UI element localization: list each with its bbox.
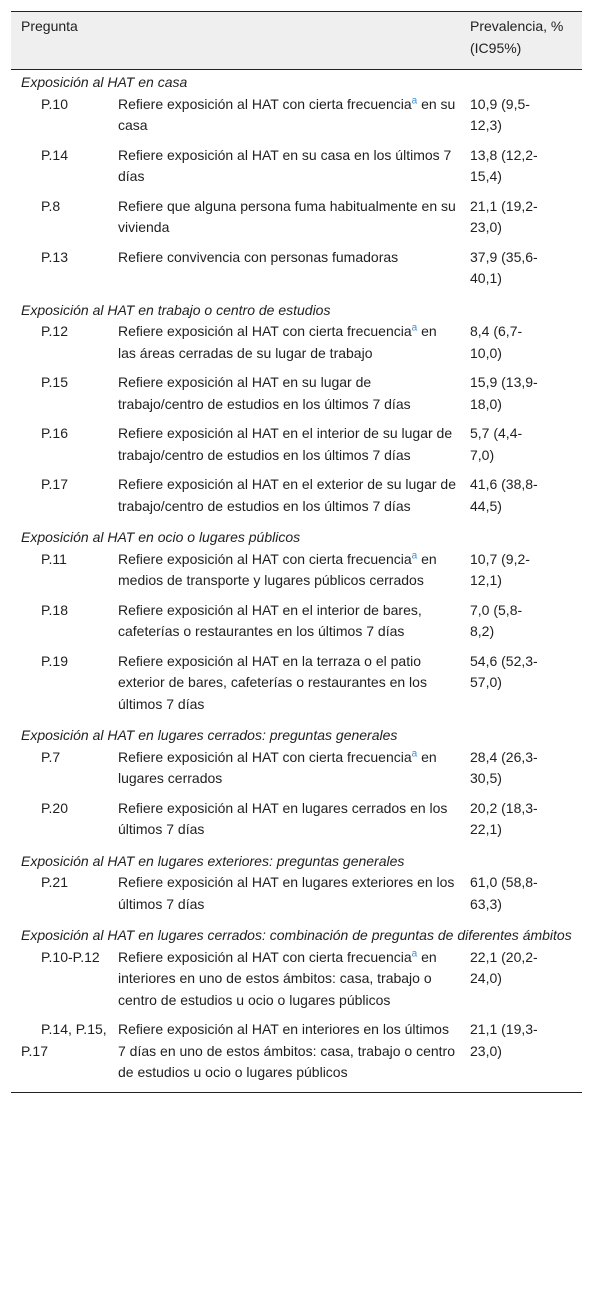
question-description <box>118 247 470 290</box>
question-description <box>118 321 470 364</box>
prevalence-table <box>11 11 582 1093</box>
question-description <box>118 600 470 643</box>
question-code: P.17 <box>41 476 68 492</box>
prevalence-value: 13,8 (12,2-15,4) <box>470 146 538 184</box>
header-prevalencia: Prevalencia, % (IC95%) <box>470 18 564 56</box>
prevalence-value: 10,7 (9,2-12,1) <box>470 550 530 588</box>
description-text-cont: en medios de transporte y lugares públicos cerrados <box>118 550 437 588</box>
description-text: Refiere exposición al HAT con cierta frecuencia <box>118 948 412 965</box>
prevalence-value: 22,1 (20,2-24,0) <box>470 948 538 986</box>
footnote-marker[interactable]: a <box>411 94 418 106</box>
question-code: P.7 <box>41 748 61 765</box>
question-code: P.8 <box>41 197 61 214</box>
question-code: P.10-P.12 <box>41 948 100 965</box>
section-title: Exposición al HAT en casa <box>21 74 188 90</box>
description-text: Refiere exposición al HAT en la terraza o el patio exterior de bares, cafeterías o restaurantes en los últimos 7 días <box>118 652 427 712</box>
prevalence-value: 8,4 (6,7-10,0) <box>470 323 523 361</box>
question-description <box>118 196 470 239</box>
description-text: Refiere exposición al HAT en lugares exteriores en los últimos 7 días <box>118 874 455 912</box>
description-text-cont: en su casa <box>118 95 456 133</box>
description-text: Refiere exposición al HAT en el interior de bares, cafeterías o restaurantes en los últimos 7 días <box>118 601 422 639</box>
description-text: Refiere exposición al HAT con cierta frecuencia <box>118 550 412 567</box>
table-row <box>11 947 582 1020</box>
section-title: Exposición al HAT en lugares cerrados: combinación de preguntas de diferentes ámbitos <box>21 927 572 943</box>
question-code: P.13 <box>41 248 68 265</box>
prevalence-value: 54,6 (52,3-57,0) <box>470 652 538 690</box>
description-text: Refiere convivencia con personas fumadoras <box>118 248 399 265</box>
footnote-marker[interactable]: a <box>411 947 418 959</box>
section-title: Exposición al HAT en trabajo o centro de estudios <box>21 301 331 318</box>
question-description <box>118 747 470 790</box>
question-description <box>118 94 470 137</box>
table-row <box>11 423 582 474</box>
table-row <box>11 600 582 651</box>
footnote-marker[interactable]: a <box>411 747 418 759</box>
question-description <box>118 651 470 716</box>
table-row <box>11 1019 582 1092</box>
section-title: Exposición al HAT en lugares cerrados: preguntas generales <box>21 727 398 743</box>
table-row <box>11 549 582 600</box>
question-description <box>118 872 470 915</box>
question-code: P.21 <box>41 874 68 890</box>
prevalence-value: 21,1 (19,3-23,0) <box>470 1021 538 1059</box>
prevalence-value: 5,7 (4,4-7,0) <box>470 425 523 463</box>
question-description <box>118 474 470 517</box>
question-code: P.18 <box>41 601 68 618</box>
prevalence-value: 37,9 (35,6-40,1) <box>470 248 538 286</box>
prevalence-value: 7,0 (5,8-8,2) <box>470 601 523 639</box>
question-code: P.10 <box>41 95 68 112</box>
question-code: P.19 <box>41 652 68 669</box>
question-code: P.11 <box>41 550 67 567</box>
footnote-marker[interactable]: a <box>411 549 418 561</box>
prevalence-value: 28,4 (26,3-30,5) <box>470 748 538 786</box>
section-title: Exposición al HAT en lugares exteriores: preguntas generales <box>21 852 405 869</box>
description-text: Refiere exposición al HAT en el exterior de su lugar de trabajo/centro de estudios en los últimos 7 días <box>118 476 456 514</box>
description-text: Refiere exposición al HAT con cierta frecuencia <box>118 748 412 765</box>
prevalence-value: 41,6 (38,8-44,5) <box>470 476 538 514</box>
description-text-cont: en lugares cerrados <box>118 748 437 786</box>
table-row <box>11 651 582 724</box>
table-row <box>11 372 582 423</box>
description-text-cont: en las áreas cerradas de su lugar de trabajo <box>118 323 437 361</box>
table-row <box>11 872 582 923</box>
table-header <box>11 12 582 69</box>
footnote-marker[interactable]: a <box>411 322 418 334</box>
description-text: Refiere exposición al HAT en su casa en los últimos 7 días <box>118 146 452 184</box>
question-description <box>118 947 470 1012</box>
question-code: P.16 <box>41 425 68 441</box>
description-text: Refiere exposición al HAT en su lugar de trabajo/centro de estudios en los últimos 7 días <box>118 374 411 412</box>
description-text: Refiere exposición al HAT con cierta frecuencia <box>118 95 412 112</box>
question-code: P.14, P.15, P.17 <box>21 1021 107 1059</box>
question-description <box>118 798 470 841</box>
description-text-cont: en interiores en uno de estos ámbitos: casa, trabajo o centro de estudios u ocio o lugares públicos <box>118 948 437 1008</box>
question-code: P.12 <box>41 323 68 339</box>
section-title: Exposición al HAT en ocio o lugares públicos <box>21 529 301 545</box>
question-description <box>118 423 470 466</box>
question-description <box>118 372 470 415</box>
question-description <box>118 549 470 592</box>
prevalence-value: 15,9 (13,9-18,0) <box>470 374 538 412</box>
header-pregunta: Pregunta <box>21 18 78 34</box>
table-row <box>11 747 582 798</box>
description-text: Refiere que alguna persona fuma habitualmente en su vivienda <box>118 197 456 235</box>
description-text: Refiere exposición al HAT con cierta frecuencia <box>118 323 412 339</box>
description-text: Refiere exposición al HAT en el interior de su lugar de trabajo/centro de estudios en los últimos 7 días <box>118 425 453 463</box>
description-text: Refiere exposición al HAT en interiores en los últimos 7 días en uno de estos ámbitos: casa, trabajo o centro de estudios u ocio o lugares públicos <box>118 1021 455 1080</box>
table-body <box>11 70 582 1092</box>
table-row <box>11 474 582 525</box>
prevalence-value: 61,0 (58,8-63,3) <box>470 874 538 912</box>
prevalence-value: 20,2 (18,3-22,1) <box>470 799 538 837</box>
question-description <box>118 1019 470 1084</box>
table-row <box>11 94 582 145</box>
table-row <box>11 145 582 196</box>
prevalence-value: 21,1 (19,2-23,0) <box>470 197 538 235</box>
table-row <box>11 798 582 849</box>
question-description <box>118 145 470 188</box>
table-row <box>11 196 582 247</box>
bottom-rule <box>11 1092 582 1093</box>
description-text: Refiere exposición al HAT en lugares cerrados en los últimos 7 días <box>118 799 448 837</box>
question-code: P.15 <box>41 374 68 390</box>
prevalence-value: 10,9 (9,5-12,3) <box>470 95 530 133</box>
table-row <box>11 247 582 298</box>
table-row <box>11 321 582 372</box>
question-code: P.14 <box>41 146 68 163</box>
question-code: P.20 <box>41 799 68 816</box>
